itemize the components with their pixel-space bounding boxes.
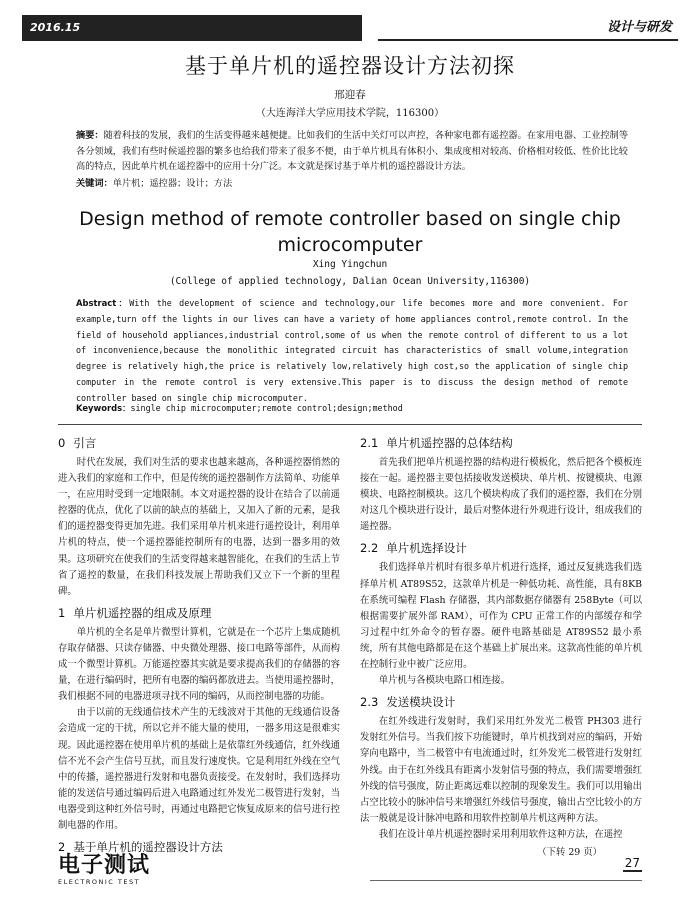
author-cn: 邢迎春 — [334, 89, 366, 101]
author-en: Xing Yingchun — [312, 259, 388, 270]
section-label: 设计与研发 — [378, 15, 678, 41]
keywords-cn-text: 单片机；遥控器；设计；方法 — [112, 178, 233, 189]
paragraph: 我们选择单片机时有很多单片机进行选择，通过反复挑选我们选择单片机 AT89S52，这款单片机是一种低功耗、高性能，具有8KB 在系统可编程 Flash 存储器，其内部数据存储器有 258Byte（可以根据需要扩展外部 RAM），可作为 CPU 正常工作的内部缓存和学习过程中红外命令的暂存器。硬件电路基础是 AT89S52 最小系统，所有其他电路都是在这个基础上扩展出来。这款高性能的单片机在控制行业中被广泛应用。 — [360, 562, 642, 671]
keywords-en-text: single chip microcomputer;remote control;design;method — [130, 403, 403, 413]
journal-logo — [58, 854, 218, 894]
abstract-cn-label: 摘要： — [76, 130, 104, 141]
paragraph: 我们在设计单片机遥控器时采用利用软件这种方法，在遥控 — [378, 828, 623, 840]
keywords-en-label: Keywords： — [76, 403, 131, 413]
section-divider — [58, 424, 642, 425]
section-heading: 0 引言 — [58, 436, 97, 450]
logo-main-text: 电子测试 — [58, 853, 151, 878]
keywords-cn — [76, 176, 628, 192]
section-heading: 2.3 发送模块设计 — [360, 695, 456, 710]
left-column — [58, 434, 340, 859]
issue-label: 2016.15 — [22, 15, 362, 41]
section-heading: 2.2 单片机选择设计 — [360, 541, 467, 556]
logo-sub-text: ELECTRONIC TEST — [58, 878, 141, 886]
abstract-en — [76, 296, 628, 407]
abstract-en-text: With the development of science and technology,our life becomes more and more convenient. For example,turn off the lights in our lives can have a variety of home appliances control,remote control. In the field of household appliances,industrial control,some of us when the remote control of different to us a lot of inconvenience,because the monolithic integrated circuit has characteristics of small volume,integration degree is relatively high,the price is relatively low,relatively high cost,so the application of single chip computer in the remote control is very extensive.This paper is to discuss the design method of remote controller based on single chip microcomputer. — [76, 298, 628, 403]
abstract-en-label: Abstract： — [76, 298, 130, 308]
right-column — [360, 434, 642, 861]
section-heading: 2 基于单片机的遥控器设计方法 — [58, 840, 223, 855]
abstract-cn-text: 随着科技的发展，我们的生活变得越来越便捷。比如我们的生活中关灯可以声控，各种家电都有遥控器。在家用电器、工业控制等各分领域，我们有些时候遥控器的繁多也给我们带来了很多不便，由于单片机具有体积小、集成度相对较高、价格相对较低、性价比比较高的特点，因此单片机在遥控器中的应用十分广泛。本文就是探讨基于单片机的遥控器设计方法。 — [76, 130, 629, 172]
section-heading: 1 单片机遥控器的组成及原理 — [58, 605, 212, 620]
affiliation-en: (College of applied technology, Dalian Ocean University,116300) — [169, 276, 531, 287]
paragraph: 由于以前的无线通信技术产生的无线波对于其他的无线通信设备会造成一定的干扰，所以它并不能大量的使用，一器多用这是很难实现。因此遥控器在使用单片机的基础上是依靠红外线通信，红外线通信不光不会产生信号互扰，而且发行速度快。它是利用红外线在空气中的传播，遥控器进行发射和电器负责接受。在发射时，我们选择功能的发送信号通过编码后进入电路通过红外发光二极管进行发射，当电器受到这种红外信号时，再通过电路把它恢复成原来的信号进行控制电器的作用。 — [58, 707, 340, 831]
paragraph: 在红外线进行发射时，我们采用红外发光二极管 PH303 进行发射红外信号。当我们按下功能键时，单片机找到对应的编码，开始穿向电路中，当二极管中有电流通过时，红外发光二极管进行发射红外线。由于在红外线具有距离小发射信号强的特点，我们需要增强红外线的信号强度，防止距离远难以控制的现象发生。我们可以用输出占空比较小的脉冲信号来增强红外线信号强度，输出占空比较小的方法一般就是设计脉冲电路和用软件控制单片机这两种方法。 — [360, 716, 642, 824]
abstract-cn — [76, 128, 628, 175]
keywords-en — [76, 401, 628, 417]
paragraph: 首先我们把单片机遥控器的结构进行模板化，然后把各个模板连接在一起。遥控器主要包括接收发送模块、单片机、按键模块、电源模块、电路控制模块。这几个模块构成了我们的遥控器，我们在分别对这几个模块进行设计，最后对整体进行外观进行设计，组成我们的遥控器。 — [360, 457, 642, 533]
paragraph: 时代在发展，我们对生活的要求也越来越高，各种遥控器悄然的进入我们的家庭和工作中，但是传统的遥控器制作方法简单、功能单一，在应用时受到一定地限制。本文对遥控器的设计在结合了以前遥控器的优点，优化了以前的缺点的基础上，又加入了新的元素，是我们的遥控器变得更加先进。我们采用单片机来进行遥控设计，利用单片机的特点，使一个遥控器能控制所有的电器，达到一器多用的效果。这项研究在使我们的生活变得越来越智能化，在我们的生活上节省了遥控的数量，在我们科技发展上帮助我们又立下一个新的里程碑。 — [58, 457, 340, 597]
keywords-cn-label: 关键词： — [76, 178, 113, 189]
footer-rule — [370, 880, 642, 881]
paragraph: 单片机的全名是单片微型计算机，它就是在一个芯片上集成随机存取存储器、只读存储器、中央微处理器、接口电路等部件，从而构成一个微型计算机。万能遥控器其实就是要求提高我们的存储器的容量，在进行编码时，把所有电器的编码都放进去。当使用遥控器时，我们根据不同的电器进项寻找不同的编码，从而控制电器的功能。 — [58, 626, 340, 703]
page-number: 27 — [624, 856, 640, 870]
continued-note: （下转 29 页） — [537, 846, 602, 858]
page-title-en: Design method of remote controller based on single chip microcomputer — [79, 208, 621, 256]
affiliation-cn: （大连海洋大学应用技术学院，116300） — [255, 108, 445, 119]
paragraph: 单片机与各模块电路口相连接。 — [378, 675, 511, 687]
section-heading: 2.1 单片机遥控器的总体结构 — [360, 436, 513, 450]
page-title-cn: 基于单片机的遥控器设计方法初探 — [185, 54, 515, 78]
